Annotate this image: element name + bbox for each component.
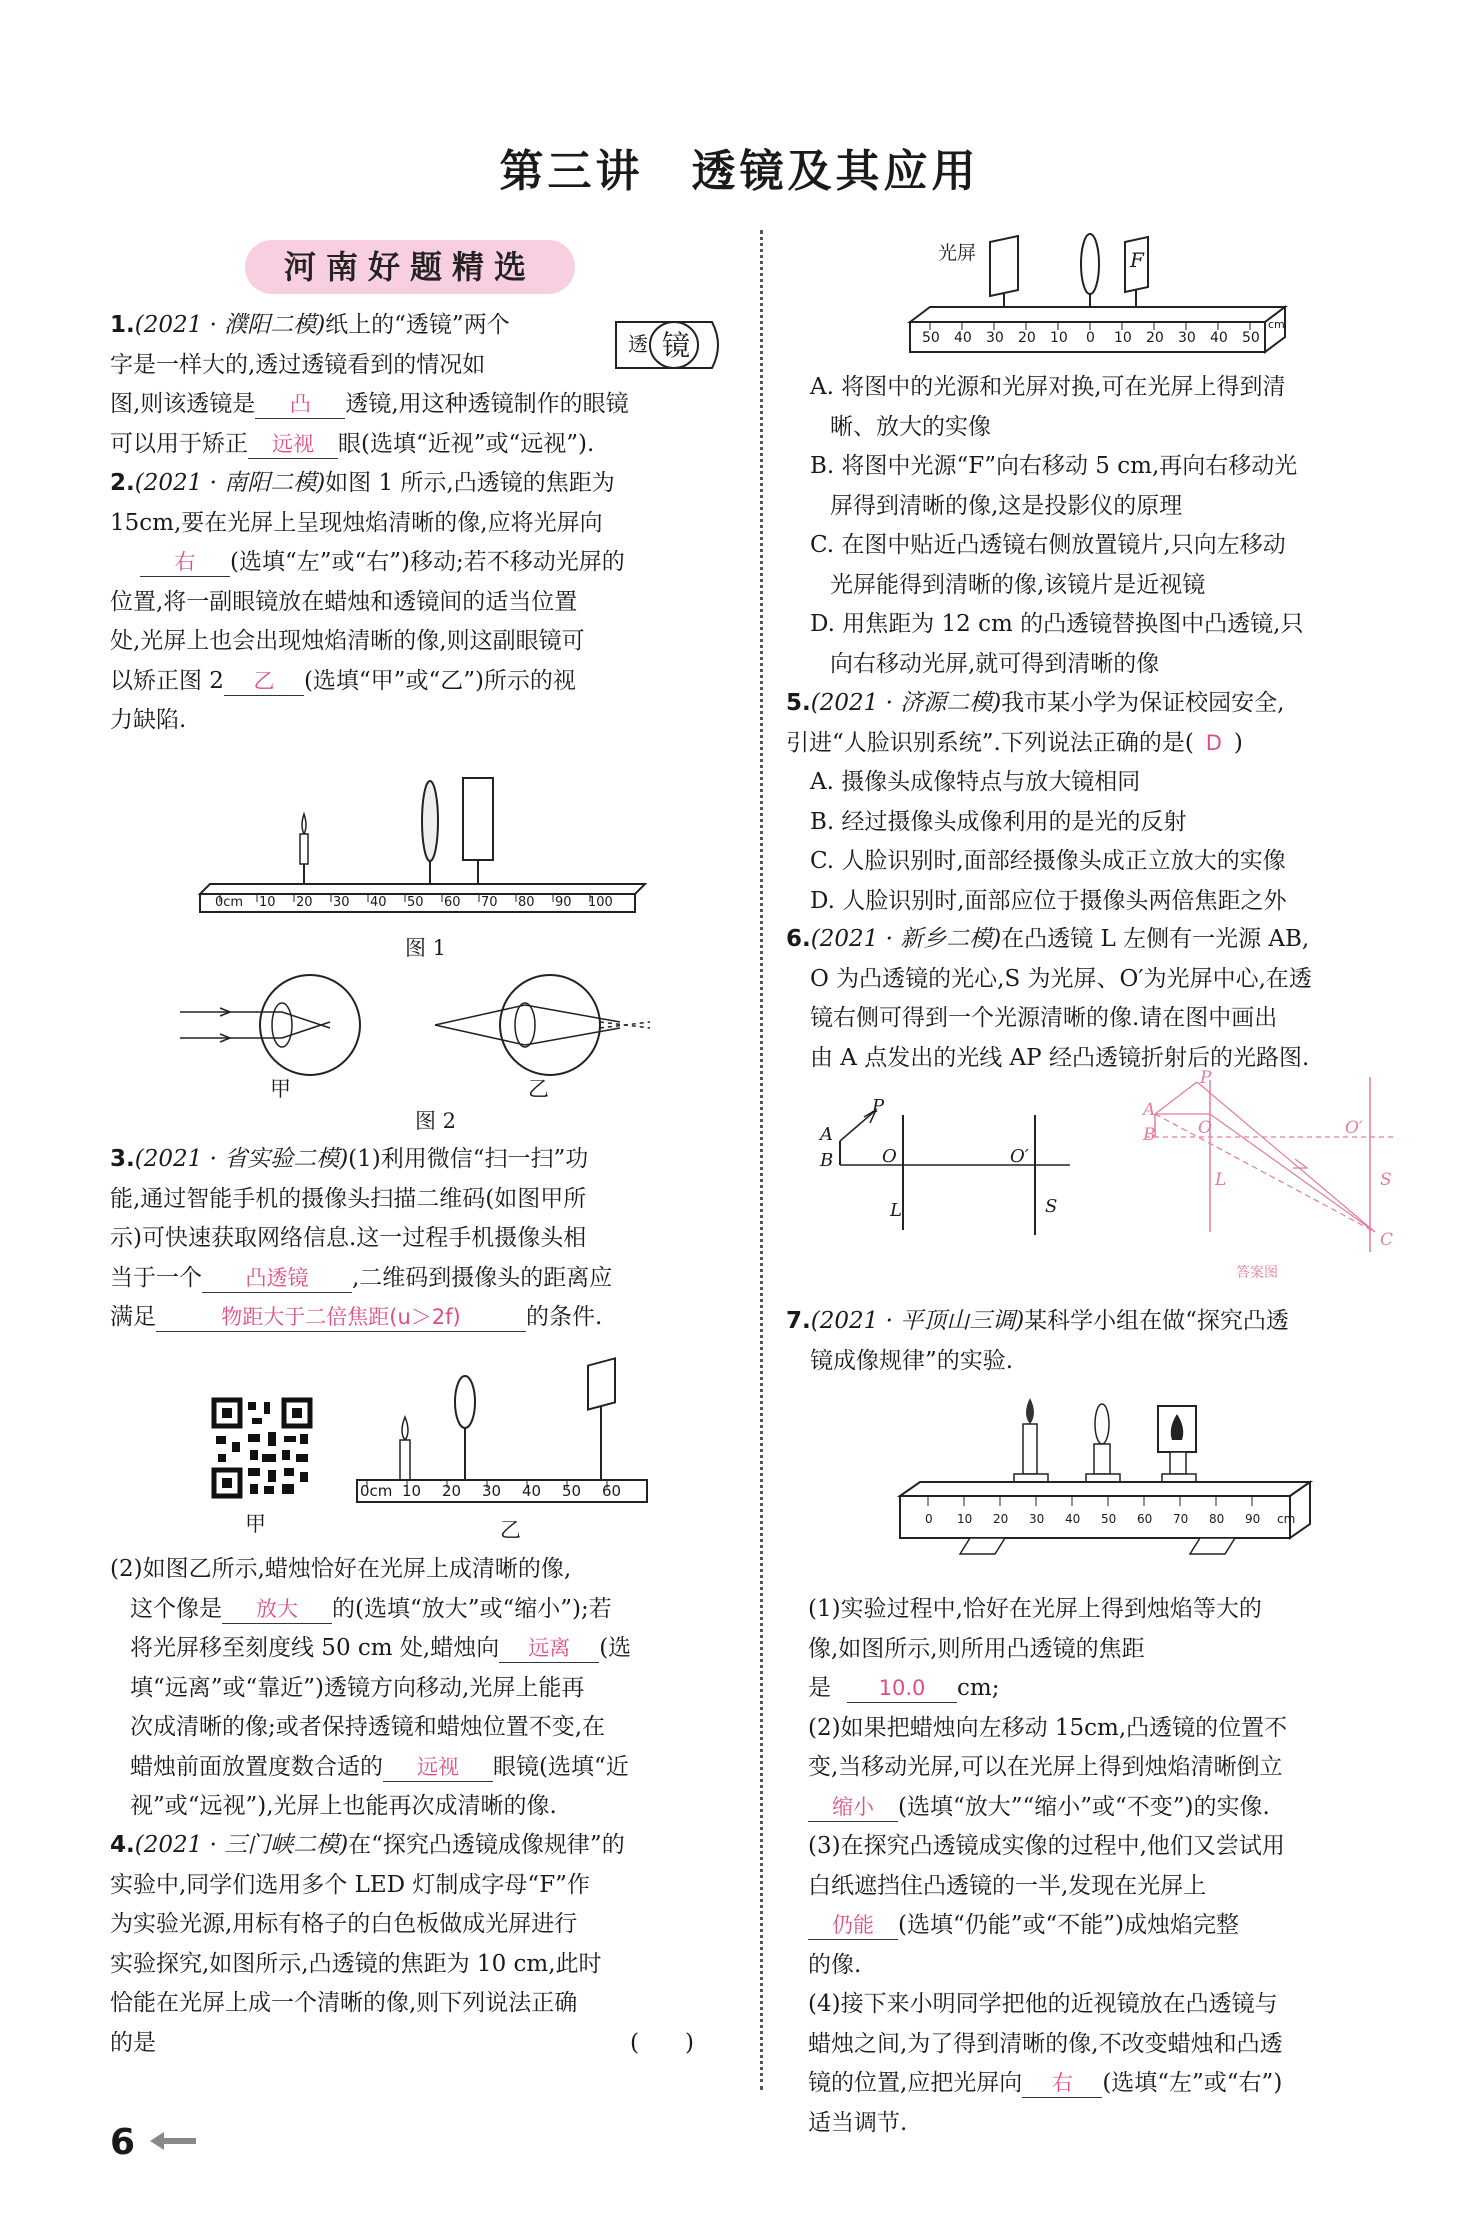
q4-screen-label: 光屏 bbox=[938, 242, 977, 264]
question-3-part-2: (2)如图乙所示,蜡烛恰好在光屏上成清晰的像, 这个像是 放大 的(选填“放大”或“缩小”);若 将光屏移至刻度线 50 cm 处,蜡烛向 远离 (选 填“远离”或“靠近”)透镜方向移动,光屏上能再 次成清晰的像;或者保持透镜和蜡烛位置不变,在 蜡烛前面放置度数合适的 远视 眼镜(选填“近 视”或“远视”),光屏上也能再次成清晰的像. bbox=[110, 1556, 632, 1819]
question-6: 6.(2021 · 新乡二模)在凸透镜 L 左侧有一光源 AB, O 为凸透镜的光心,S 为光屏、O′为光屏中心,在透 镜右侧可得到一个光源清晰的像.请在图中画出 由 A 点发出的光线 AP 经凸透镜折射后的光路图. bbox=[786, 926, 1312, 1071]
column-divider bbox=[760, 230, 763, 2090]
fig2-eye-diagrams bbox=[180, 970, 660, 1090]
q6-answer-caption: 答案图 bbox=[1236, 1265, 1278, 1281]
option-d[interactable]: D. 人脸识别时,面部应位于摄像头两倍焦距之外 bbox=[810, 887, 1287, 914]
answer-blank[interactable]: 放大 bbox=[222, 1595, 332, 1624]
q1-fig-char-1: 透 bbox=[628, 332, 648, 356]
question-4-options: A. 将图中的光源和光屏对换,可在光屏上得到清 晰、放大的实像 B. 将图中光源“F”向右移动 5 cm,再向右移动光 屏得到清晰的像,这是投影仪的原理 C. 在图中贴近凸透镜右侧放置镜片,只向左移动 光屏能得到清晰的像,该镜片是近视镜 D. 用焦距为 12 cm 的凸透镜替换图中凸透镜,只 向右移动光屏,就可得到清晰的像 bbox=[810, 368, 1410, 684]
question-7: 7.(2021 · 平顶山三调)某科学小组在做“探究凸透 镜成像规律”的实验. bbox=[786, 1308, 1289, 1374]
q6-ans-label-p: P bbox=[1200, 1068, 1212, 1088]
question-4: 4.(2021 · 三门峡二模)在“探究凸透镜成像规律”的 实验中,同学们选用多个 LED 灯制成字母“F”作 为实验光源,用标有格子的白色板做成光屏进行 实验探究,如图所示,凸透镜的焦距为 10 cm,此时 恰能在光屏上成一个清晰的像,则下列说法正确 的是 ( ) bbox=[110, 1832, 694, 2056]
answer-blank[interactable]: 乙 bbox=[224, 667, 304, 696]
option-b[interactable]: B. 将图中光源“F”向右移动 5 cm,再向右移动光 bbox=[810, 453, 1298, 479]
q6-ans-label-l: L bbox=[1215, 1170, 1227, 1190]
q6-ans-label-b: B bbox=[1143, 1125, 1156, 1145]
q6-answer-figure bbox=[1135, 1072, 1405, 1272]
section-banner bbox=[245, 232, 575, 302]
answer-blank[interactable]: 缩小 bbox=[808, 1793, 898, 1822]
option-b[interactable]: B. 经过摄像头成像利用的是光的反射 bbox=[810, 808, 1187, 835]
answer-blank[interactable]: 远视 bbox=[248, 430, 338, 459]
answer-blank[interactable]: 远视 bbox=[383, 1753, 493, 1782]
fig2-caption: 图 2 bbox=[415, 1109, 457, 1133]
q6-label-l: L bbox=[890, 1200, 902, 1221]
arrow-left-icon bbox=[148, 2130, 198, 2152]
question-1: 1.(2021 · 濮阳二模)纸上的“透镜”两个 字是一样大的,透过透镜看到的情况如 图,则该透镜是 凸 透镜,用这种透镜制作的眼镜 可以用于矫正 远视 眼(选填“近视”或“远视”). bbox=[110, 312, 629, 457]
option-c[interactable]: C. 在图中贴近凸透镜右侧放置镜片,只向左移动 bbox=[810, 532, 1286, 558]
q6-ans-label-s: S bbox=[1380, 1170, 1392, 1190]
q6-label-o: O bbox=[882, 1146, 897, 1167]
section-banner-text: 河南好题精选 bbox=[283, 248, 536, 286]
q6-label-p: P bbox=[872, 1096, 885, 1117]
answer-blank[interactable]: 右 bbox=[1022, 2069, 1102, 2098]
option-c[interactable]: C. 人脸识别时,面部经摄像头成正立放大的实像 bbox=[810, 848, 1286, 874]
q6-label-b: B bbox=[820, 1150, 834, 1171]
page-number: 6 bbox=[110, 2122, 136, 2163]
q6-ans-label-c: C bbox=[1380, 1230, 1394, 1250]
fig2-label-a: 甲 bbox=[270, 1077, 291, 1101]
page-title: 第三讲 透镜及其应用 bbox=[499, 146, 980, 197]
answer-blank[interactable]: 远离 bbox=[499, 1634, 599, 1663]
q6-label-s: S bbox=[1045, 1196, 1058, 1217]
answer-blank[interactable]: 仍能 bbox=[808, 1911, 898, 1940]
q6-label-o-prime: O′ bbox=[1010, 1146, 1029, 1167]
answer-blank[interactable]: 右 bbox=[140, 548, 230, 577]
answer-choice[interactable]: D bbox=[1205, 730, 1222, 755]
answer-blank[interactable]: 物距大于二倍焦距(u＞2f) bbox=[156, 1303, 526, 1332]
q1-fig-char-2: 镜 bbox=[662, 329, 691, 362]
q6-problem-figure bbox=[820, 1095, 1080, 1245]
question-2: 2.(2021 · 南阳二模)如图 1 所示,凸透镜的焦距为 15cm,要在光屏上呈现烛焰清晰的像,应将光屏向 右 (选填“左”或“右”)移动;若不移动光屏的 位置,将一副眼镜放在蜡烛和透镜间的适当位置 处,光屏上也会出现烛焰清晰的像,则这副眼镜可 以矫正图 2 乙 (选填“甲”或“乙”)所示的视 力缺陷. bbox=[110, 470, 625, 733]
option-d[interactable]: D. 用焦距为 12 cm 的凸透镜替换图中凸透镜,只 bbox=[810, 611, 1304, 637]
q6-ans-label-a: A bbox=[1143, 1100, 1156, 1120]
question-5: 5.(2021 · 济源二模)我市某小学为保证校园安全, 引进“人脸识别系统”.下列说法正确的是( D ) A. 摄像头成像特点与放大镜相同 B. 经过摄像头成像利用的是光的反射 C. 人脸识别时,面部经摄像头成正立放大的实像 D. 人脸识别时,面部应位于摄像头两倍焦距之外 bbox=[786, 684, 1416, 921]
q3-fig-b-label: 乙 bbox=[500, 1518, 521, 1542]
answer-blank[interactable]: 凸 bbox=[255, 390, 345, 419]
fig2-label-b: 乙 bbox=[528, 1077, 549, 1101]
option-a[interactable]: A. 将图中的光源和光屏对换,可在光屏上得到清 bbox=[810, 374, 1286, 400]
q7-bench-figure bbox=[890, 1396, 1330, 1576]
fig1-caption: 图 1 bbox=[405, 936, 447, 960]
q6-ans-label-o-prime: O′ bbox=[1345, 1118, 1363, 1138]
option-a[interactable]: A. 摄像头成像特点与放大镜相同 bbox=[810, 769, 1141, 795]
q6-label-a: A bbox=[820, 1124, 833, 1145]
qr-code-image bbox=[210, 1396, 314, 1500]
q4-source-label: F bbox=[1130, 248, 1144, 272]
q3-fig-a-label: 甲 bbox=[245, 1512, 266, 1536]
question-7-parts: (1)实验过程中,恰好在光屏上得到烛焰等大的 像,如图所示,则所用凸透镜的焦距 是 10.0 cm; (2)如果把蜡烛向左移动 15cm,凸透镜的位置不 变,当移动光屏,可以在光屏上得到烛焰清晰倒立 缩小 (选填“放大”“缩小”或“不变”)的实像. (3)在探究凸透镜成实像的过程中,他们又尝试用 白纸遮挡住凸透镜的一半,发现在光屏上 仍能 (选填“仍能”或“不能”)成烛焰完整 的像. (4)接下来小明同学把他的近视镜放在凸透镜与 蜡烛之间,为了得到清晰的像,不改变蜡烛和凸透 镜的位置,应把光屏向 右 (选填“左”或“右”) 适当调节. bbox=[808, 1596, 1288, 2136]
q6-ans-label-o: O bbox=[1198, 1118, 1212, 1138]
answer-blank[interactable]: 10.0 bbox=[847, 1674, 957, 1703]
question-3: 3.(2021 · 省实验二模)(1)利用微信“扫一扫”功 能,通过智能手机的摄像头扫描二维码(如图甲所 示)可快速获取网络信息.这一过程手机摄像头相 当于一个 凸透镜 ,二维码到摄像头的距离应 满足 物距大于二倍焦距(u＞2f) 的条件. bbox=[110, 1146, 613, 1330]
answer-blank[interactable]: 凸透镜 bbox=[202, 1264, 352, 1293]
